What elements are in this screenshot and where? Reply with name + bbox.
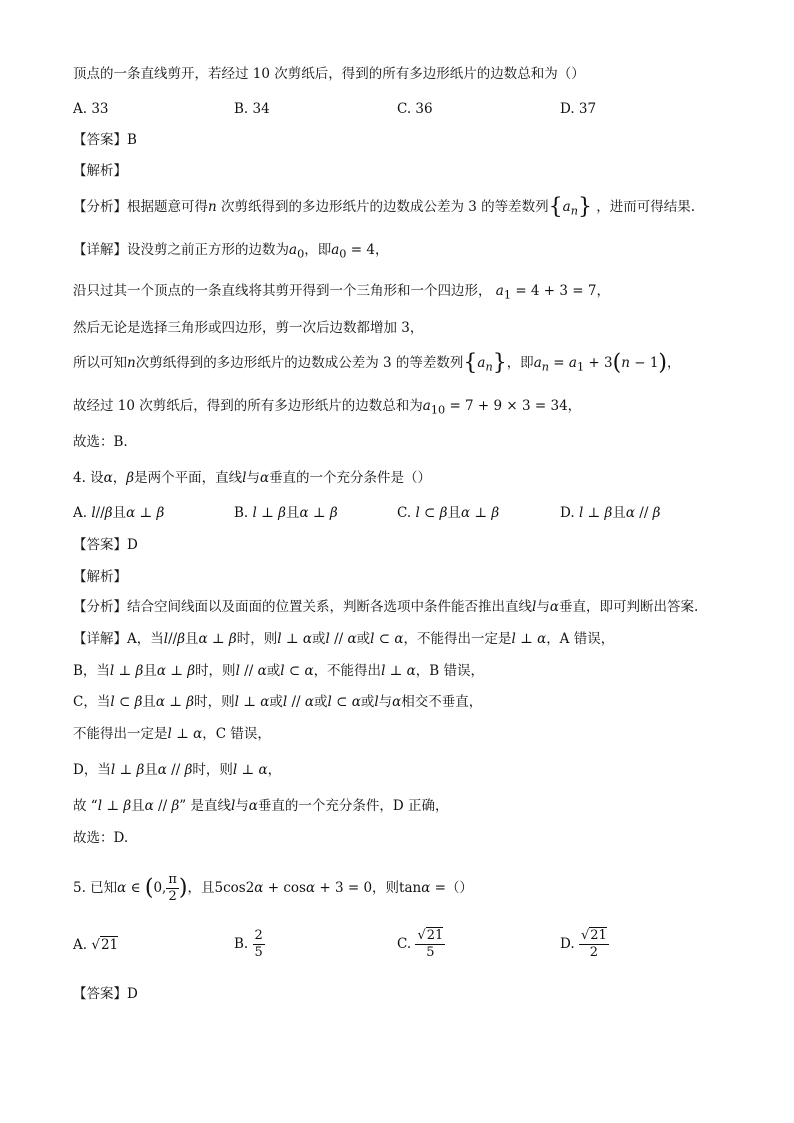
q4-detail-c2: 不能得出一定是l ⊥ α，C 错误，	[73, 726, 271, 742]
q5-option-a: A. √21	[73, 937, 119, 953]
q5-option-c: C. $\frac{√21}{5}$	[397, 928, 444, 960]
q3-line4: 所以可知n次剪纸得到的多边形纸片的边数成公差为 3 的等差数列$\{a_n\}$，即$a_n = a_1 + 3(n - 1)$，	[73, 350, 681, 376]
q5-answer: 【答案】D	[73, 986, 138, 1002]
q4-detail-c: C，当l ⊂ β且α ⊥ β时，则l ⊥ α或l // α或l ⊂ α或l与α相交不垂直，	[73, 694, 483, 710]
q3-option-d: D. 37	[560, 101, 597, 117]
q3-xiangjie: 【详解】设没剪之前正方形的边数为$a_0$，即$a_0 = 4$，	[73, 242, 389, 261]
q4-option-b: B. l ⊥ β且α ⊥ β	[234, 505, 338, 521]
q4-detail-a: 【详解】A，当l//β且α ⊥ β时，则l ⊥ α或l // α或l ⊂ α，不能得出一定是l ⊥ α，A 错误，	[73, 631, 615, 647]
q4-option-d: D. l ⊥ β且α // β	[560, 505, 661, 521]
q4-option-a: A. l//β且α ⊥ β	[73, 505, 165, 521]
q4-stem: 4. 设α，β是两个平面，直线l与α垂直的一个充分条件是（）	[73, 470, 432, 486]
q3-option-c: C. 36	[397, 101, 433, 117]
q4-detail-d: D，当l ⊥ β且α // β时，则l ⊥ α，	[73, 762, 282, 778]
q3-fenxi: 【分析】根据题意可得n 次剪纸得到的多边形纸片的边数成公差为 3 的等差数列$\{a_n\}$ ，进而可得结果.	[73, 194, 696, 220]
q3-stem: 顶点的一条直线剪开，若经过 10 次剪纸后，得到的所有多边形纸片的边数总和为（）	[73, 66, 585, 82]
q3-answer: 【答案】B	[73, 132, 137, 148]
q4-conclusion: 故 “l ⊥ β且α // β” 是直线l与α垂直的一个充分条件，D 正确，	[73, 798, 449, 814]
q4-detail-b: B，当l ⊥ β且α ⊥ β时，则l // α或l ⊂ α，不能得出l ⊥ α，B 错误，	[73, 663, 485, 679]
q4-jiexi: 【解析】	[73, 569, 127, 585]
q3-line3: 然后无论是选择三角形或四边形，剪一次后边数都增加 3，	[73, 320, 424, 336]
q3-line2: 沿只过其一个顶点的一条直线将其剪开得到一个三角形和一个四边形， $a_1 = 4 + 3 = 7$，	[73, 283, 610, 302]
q3-option-b: B. 34	[234, 101, 270, 117]
q4-fenxi: 【分析】结合空间线面以及面面的位置关系，判断各选项中条件能否推出直线l与α垂直，即可判断出答案.	[73, 599, 699, 615]
q3-jiexi: 【解析】	[73, 163, 127, 179]
q4-option-c: C. l ⊂ β且α ⊥ β	[397, 505, 500, 521]
q5-option-d: D. $\frac{√21}{2}$	[560, 928, 607, 960]
q4-final: 故选：D.	[73, 830, 129, 846]
q3-option-a: A. 33	[73, 101, 109, 117]
q5-stem: 5. 已知α ∈ (0, $\frac{\pi}{2}$ )，且5cos2α + cosα + 3 = 0，则tanα =（）	[73, 872, 473, 904]
q4-answer: 【答案】D	[73, 537, 138, 553]
q3-line5: 故经过 10 次剪纸后，得到的所有多边形纸片的边数总和为$a_{10} = 7 + 9 \times 3 = 34$，	[73, 398, 582, 417]
q5-option-b: B. $\frac{2}{5}$	[234, 928, 263, 960]
q3-final: 故选：B.	[73, 434, 128, 450]
